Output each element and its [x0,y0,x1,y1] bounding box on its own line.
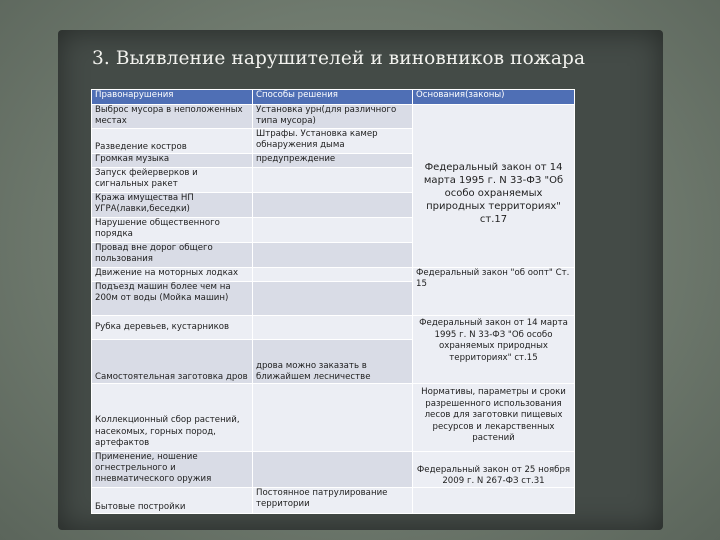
violation-cell: Коллекционный сбор растений, насекомых, горных пород, артефактов [92,384,253,452]
solution-cell [253,168,413,193]
slide-title: 3. Выявление нарушителей и виновников пожара [92,48,586,69]
violation-cell: Провад вне дорог общего пользования [92,243,253,268]
law-cell [413,384,575,452]
solution-cell [253,268,413,282]
law-text-5: Федеральный закон от 25 ноября 2009 г. N 267-ФЗ ст.31 [416,464,571,486]
solution-cell [253,384,413,452]
violation-cell: Выброс мусора в неположенных местах [92,105,253,129]
law-cell [413,268,575,316]
table-row [92,452,575,488]
solution-cell [253,282,413,316]
table-row [92,384,575,452]
violation-cell: Кража имущества НП УГРА(лавки,беседки) [92,193,253,218]
violation-cell: Громкая музыка [92,154,253,168]
solution-cell [253,316,413,340]
violation-cell: Движение на моторных лодках [92,268,253,282]
law-text-2: Федеральный закон "об оопт" Ст. 15 [416,268,570,289]
law-cell [413,488,575,514]
table-row [92,316,575,340]
header-laws: Основания(законы) [413,90,575,105]
table-row [92,105,575,129]
law-cell [413,452,575,488]
violation-cell: Разведение костров [92,129,253,154]
violation-cell: Самостоятельная заготовка дров [92,340,253,384]
violation-cell: Рубка деревьев, кустарников [92,316,253,340]
solution-cell: Установка урн(для различного типа мусора) [253,105,413,129]
table-row [92,488,575,514]
table-row [92,268,575,282]
law-text-4: Нормативы, параметры и сроки разрешенного использования лесов для заготовки пищевых ресурсов и лекарственных растений [421,387,566,443]
solution-cell: дрова можно заказать в ближайшем лесничестве [253,340,413,384]
violations-table [91,89,575,514]
law-cell [413,316,575,384]
law-text-3: Федеральный закон от 14 марта 1995 г. N 33-ФЗ "Об особо охраняемых природных территориях" ст.15 [419,318,568,363]
violation-cell: Бытовые постройки [92,488,253,514]
solution-cell: предупреждение [253,154,413,168]
law-text-1: Федеральный закон от 14 марта 1995 г. N 33-ФЗ "Об особо охраняемых природных территориях" ст.17 [423,161,564,225]
solution-cell [253,243,413,268]
violation-cell: Запуск фейерверков и сигнальных ракет [92,168,253,193]
violation-cell: Нарушение общественного порядка [92,218,253,243]
violation-cell: Применение, ношение огнестрельного и пневматического оружия [92,452,253,488]
violation-cell: Подъезд машин более чем на 200м от воды (Мойка машин) [92,282,253,316]
solution-cell [253,193,413,218]
solution-cell [253,452,413,488]
law-cell [413,105,575,268]
solution-cell [253,218,413,243]
table-header-row [92,90,575,105]
header-violations: Правонарушения [92,90,253,105]
solution-cell: Постоянное патрулирование территории [253,488,413,514]
header-solutions: Способы решения [253,90,413,105]
solution-cell: Штрафы. Установка камер обнаружения дыма [253,129,413,154]
